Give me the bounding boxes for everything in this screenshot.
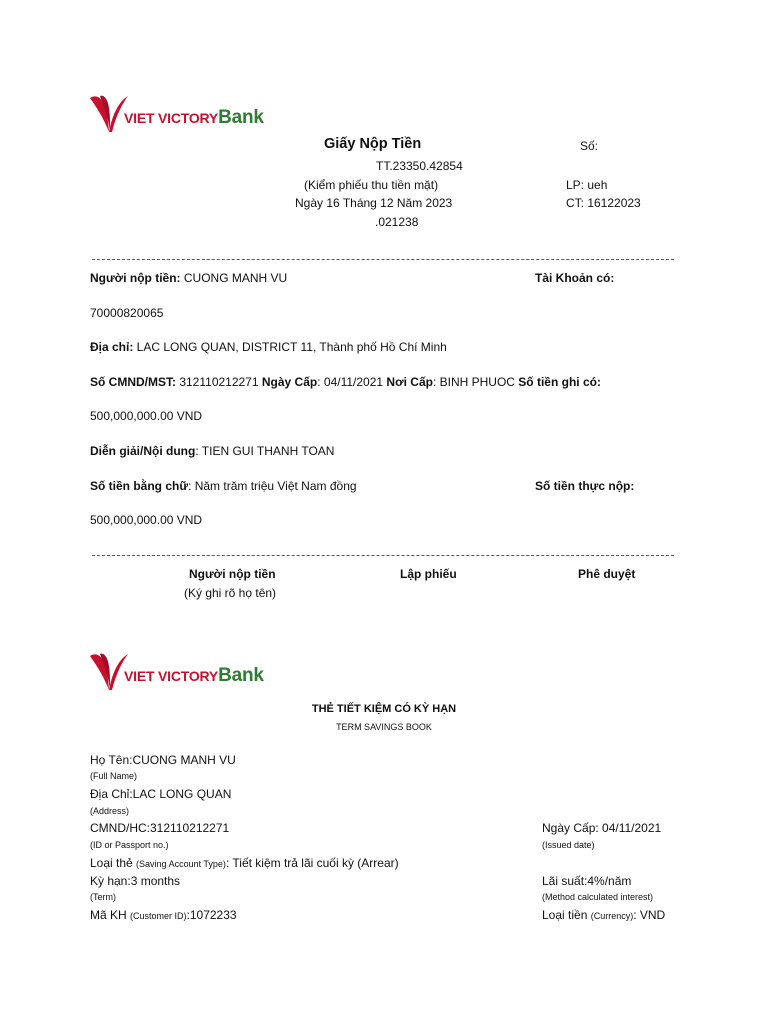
sig-approver: Phê duyệt bbox=[578, 567, 636, 581]
credit-value: 500,000,000.00 VND bbox=[90, 409, 203, 423]
book-issued: Ngày Cấp: 04/11/2021 bbox=[542, 821, 662, 835]
address-line bbox=[90, 340, 447, 354]
book-currency-en: (Currency) bbox=[590, 911, 634, 921]
book-customer-line bbox=[90, 908, 237, 922]
account-label: Tài Khoản có: bbox=[535, 271, 615, 285]
slip-so: Số: bbox=[580, 139, 599, 153]
book-currency-value: : VND bbox=[633, 908, 666, 922]
slip-ct: CT: 16122023 bbox=[566, 196, 641, 210]
book-issued-en: (Issued date) bbox=[542, 840, 595, 850]
book-address: Địa Chỉ:LAC LONG QUAN bbox=[90, 787, 232, 801]
book-subtitle: TERM SAVINGS BOOK bbox=[336, 722, 432, 732]
book-type-en: (Saving Account Type) bbox=[136, 859, 226, 869]
book-rate: Lãi suất:4%/năm bbox=[542, 874, 632, 888]
payer-line bbox=[90, 271, 287, 285]
book-term: Kỳ hạn:3 months bbox=[90, 874, 181, 888]
bank-logo-mark-icon bbox=[88, 92, 128, 136]
address-value: LAC LONG QUAN, DISTRICT 11, Thành phố Hồ Chí Minh bbox=[133, 340, 447, 354]
words-value: : Năm trăm triệu Việt Nam đồng bbox=[188, 479, 357, 493]
payer-value: CUONG MANH VU bbox=[180, 271, 288, 285]
issue-date-value: : 04/11/2021 bbox=[317, 375, 387, 389]
credit-label: Số tiền ghi có: bbox=[518, 375, 601, 389]
book-customer-en: (Customer ID) bbox=[130, 911, 187, 921]
bank-logo-2 bbox=[88, 650, 268, 696]
book-customer-label: Mã KH bbox=[90, 908, 131, 922]
slip-subtitle: (Kiểm phiếu thu tiền mặt) bbox=[304, 178, 439, 192]
logo-bank: Bank bbox=[218, 107, 264, 128]
book-currency-line bbox=[542, 908, 665, 922]
issue-date-label: Ngày Cấp bbox=[261, 375, 318, 389]
bank-logo-mark-icon bbox=[88, 650, 128, 694]
bank-logo-text bbox=[124, 665, 264, 687]
logo-viet-victory: VIET VICTORY bbox=[124, 110, 219, 126]
book-id: CMND/HC:312110212271 bbox=[90, 821, 230, 835]
desc-label: Diễn giải/Nội dung bbox=[90, 444, 196, 458]
address-label: Địa chỉ: bbox=[90, 340, 134, 354]
logo-viet-victory: VIET VICTORY bbox=[124, 668, 219, 684]
desc-value: : TIEN GUI THANH TOAN bbox=[195, 444, 335, 458]
slip-title: Giấy Nộp Tiền bbox=[324, 136, 422, 152]
bank-logo bbox=[88, 92, 268, 138]
slip-ref: TT.23350.42854 bbox=[376, 159, 463, 173]
book-type-label: Loại thẻ bbox=[90, 856, 137, 870]
divider-top bbox=[92, 259, 674, 260]
book-customer-value: :1072233 bbox=[186, 908, 237, 922]
logo-bank: Bank bbox=[218, 665, 264, 686]
issue-place-value: : BINH PHUOC bbox=[432, 375, 519, 389]
issue-place-label: Nơi Cấp bbox=[386, 375, 433, 389]
sig-payer: Người nộp tiền bbox=[189, 567, 276, 581]
words-label: Số tiền bằng chữ bbox=[90, 479, 189, 493]
book-type-value: : Tiết kiệm trả lãi cuối kỳ (Arrear) bbox=[225, 856, 399, 870]
id-line bbox=[90, 375, 601, 389]
book-term-en: (Term) bbox=[90, 892, 116, 902]
sig-preparer: Lập phiếu bbox=[400, 567, 457, 581]
id-value: 312110212271 bbox=[176, 375, 262, 389]
slip-lp: LP: ueh bbox=[566, 178, 608, 192]
book-name: Họ Tên:CUONG MANH VU bbox=[90, 753, 236, 767]
slip-code: .021238 bbox=[375, 215, 419, 229]
book-name-en: (Full Name) bbox=[90, 771, 138, 781]
book-id-en: (ID or Passport no.) bbox=[90, 840, 169, 850]
book-currency-label: Loại tiền bbox=[542, 908, 591, 922]
divider-bottom bbox=[92, 555, 674, 556]
sig-payer-note: (Ký ghi rõ họ tên) bbox=[184, 586, 277, 600]
bank-logo-text bbox=[124, 107, 264, 129]
book-address-en: (Address) bbox=[90, 806, 130, 816]
account-value: 70000820065 bbox=[90, 306, 164, 320]
book-title: THẺ TIẾT KIỆM CÓ KỲ HẠN bbox=[311, 703, 457, 715]
words-line bbox=[90, 479, 357, 493]
id-label: Số CMND/MST: bbox=[90, 375, 176, 389]
slip-date: Ngày 16 Tháng 12 Năm 2023 bbox=[295, 196, 453, 210]
desc-line bbox=[90, 444, 334, 458]
payer-label: Người nộp tiền: bbox=[90, 271, 181, 285]
actual-value: 500,000,000.00 VND bbox=[90, 513, 203, 527]
book-rate-en: (Method calculated interest) bbox=[542, 892, 654, 902]
actual-label: Số tiền thực nộp: bbox=[535, 479, 635, 493]
book-type-line bbox=[90, 856, 399, 870]
